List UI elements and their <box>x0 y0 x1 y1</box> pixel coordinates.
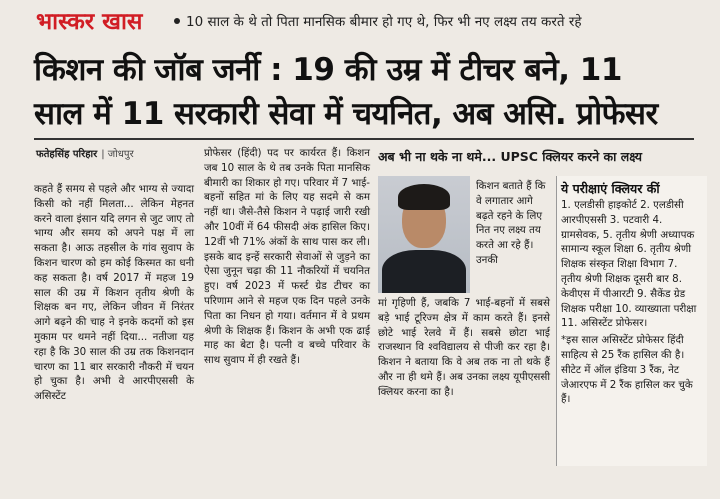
column-3-top-text: किशन बताते हैं कि वे लगातार आगे बढ़ते रहने के लिए नित नए लक्ष्य तय करते आ रहे हैं। उनकी <box>476 180 546 266</box>
bullet-dot <box>174 18 180 24</box>
byline-author: फतेहसिंह परिहार <box>36 149 98 160</box>
top-strip <box>0 0 720 40</box>
photo-shirt <box>382 250 466 293</box>
article-column-2 <box>204 146 370 368</box>
byline-city: | जोधपुर <box>101 149 134 160</box>
brand-label: भास्कर खास <box>36 8 143 35</box>
exam-list-note: *इस साल असिस्टेंट प्रोफेसर हिंदी साहित्य से 25 रैंक हासिल की है। सीटेट में ऑल इंडिया 3 रैंक, नेट जेआरएफ में 2 रैंक हासिल कर चुके हैं। <box>561 334 693 406</box>
article-column-3-bottom <box>378 296 550 400</box>
headline-line-1: किशन की जॉब जर्नी : 19 की उम्र में टीचर बने, 11 <box>34 52 622 88</box>
exam-list-box <box>556 176 707 466</box>
exam-list-items: 1. एलडीसी हाइकोर्ट 2. एलडीसी आरपीएससी 3. पटवारी 4. ग्रामसेवक, 5. तृतीय श्रेणी अध्यापक सामान्य स्कूल शिक्षा 6. तृतीय श्रेणी शिक्षक संस्कृत शिक्षा विभाग 7. तृतीय श्रेणी शिक्षक दूसरी बार 8. केवीएस में पीआरटी 9. सैकेंड ग्रेड शिक्षक परीक्षा 10. व्याख्याता परीक्षा 11. असिस्टेंट प्रोफेसर। <box>561 199 697 330</box>
portrait-photo <box>378 176 470 293</box>
exam-list-title: ये परीक्षाएं क्लियर कीं <box>561 181 660 196</box>
photo-hair <box>398 184 450 210</box>
exam-list-body <box>561 198 701 407</box>
article-column-1 <box>34 182 194 404</box>
article-column-3-top <box>476 179 552 268</box>
story-tagline: अब भी ना थके ना थमे... UPSC क्लियर करने का लक्ष्य <box>378 149 643 164</box>
byline <box>36 146 134 160</box>
column-3-bottom-text: मां गृहिणी हैं, जबकि 7 भाई-बहनों में सबसे बड़े भाई टूरिज्म क्षेत्र में काम करते हैं। इनसे छोटे भाई रेलवे में हैं। सबसे छोटा भाई राजस्थान वि श्वविद्यालय से पीजी कर रहा है। किशन ने बताया कि वे अब तक ना तो थके हैं और ना ही थमे हैं। अब उनका लक्ष्य यूपीएससी क्लियर करना का है। <box>378 297 550 398</box>
kicker-line: 10 साल के थे तो पिता मानसिक बीमार हो गए थे, फिर भी नए लक्ष्य तय करते रहे <box>186 14 582 30</box>
headline-rule <box>34 138 694 140</box>
column-1-text: कहते हैं समय से पहले और भाग्य से ज्यादा किसी को नहीं मिलता... लेकिन मेहनत करने वाला इंसान यदि लगन से जुट जाए तो भाग्य और समय को अपने पक्ष में ला सकता है। आऊ तहसील के गांव सुवाप के किशन चारण को हम कोई किस्मत का धनी कह सकता है। वर्ष 2017 में महज 19 साल की उम्र में किशन तृतीय श्रेणी के शिक्षक बन गए, लेकिन जीवन में निरंतर आगे बढ़ने की चाह ने इनके कदमों को इस मुकाम पर थमने नहीं दिया... नतीजा यह रहा है कि 30 साल की उम्र तक किशनदान चारण का 11 बार सरकारी नौकरी में चयन हो चुका है। अभी वे आरपीएससी के असिस्टेंट <box>34 183 194 403</box>
column-2-text: प्रोफेसर (हिंदी) पद पर कार्यरत हैं। किशन जब 10 साल के थे तब उनके पिता मानसिक बीमारी का शिकार हो गए। परिवार में 7 भाई-बहनों सहित मां के लिए यह सदमे से कम नहीं था। जैसे-तैसे किशन ने पढ़ाई जारी रखी और 10वीं में 64 फीसदी अंक हासिल किए। 12वीं भी 71% अंकों के साथ पास कर ली। इसके बाद इन्हें सरकारी सेवाओं से जुड़ने का ऐसा जुनून चढ़ा की 11 नौकरियों में चयनित हुए। वर्ष 2023 में फर्स्ट ग्रेड टीचर का परिणाम आने से महज एक दिन पहले उनके पिता का निधन हो गया। वर्तमान में वे प्रथम श्रेणी के शिक्षक हैं। किशन के अभी एक ढाई माह का बेटा है। पत्नी व बच्चे परिवार के साथ सुवाप में ही रखते हैं। <box>204 147 370 367</box>
headline-line-2: साल में 11 सरकारी सेवा में चयनित, अब असि. प्रोफेसर <box>34 96 658 132</box>
